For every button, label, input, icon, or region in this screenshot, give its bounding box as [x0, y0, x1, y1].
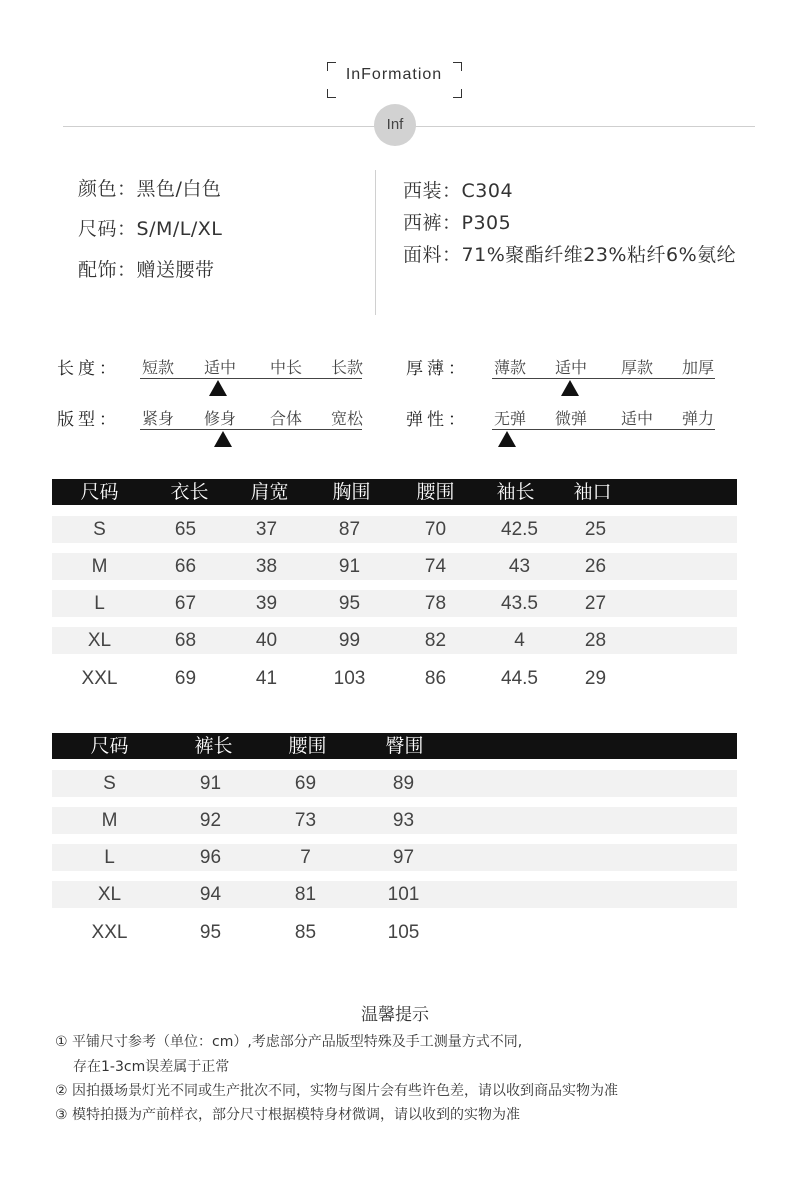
scale-length-option: 适中 — [203, 358, 236, 377]
table-cell: 44.5 — [501, 668, 538, 689]
jacket-header-cell: 胸围 — [332, 481, 371, 503]
jacket-header-cell: 衣长 — [170, 481, 209, 503]
table-cell: S — [103, 773, 116, 794]
scale-thickness-option: 薄款 — [493, 358, 526, 377]
scale-elasticity-option: 适中 — [620, 409, 653, 428]
scale-thickness-option: 加厚 — [681, 358, 714, 377]
table-cell: 69 — [174, 668, 197, 689]
table-cell: 73 — [294, 810, 317, 831]
jacket-header-cell: 袖长 — [496, 481, 535, 503]
pants-table-header — [52, 733, 737, 759]
table-cell: 95 — [199, 922, 222, 943]
table-cell: XXL — [91, 922, 128, 943]
scale-fit-line — [140, 429, 362, 430]
info-divider — [375, 170, 376, 315]
table-row — [52, 881, 737, 908]
table-cell: 99 — [338, 630, 361, 651]
scale-length-option: 中长 — [269, 358, 302, 377]
info-pants-value: P305 — [461, 212, 512, 234]
scale-length-option: 长款 — [330, 358, 363, 377]
jacket-header-cell: 腰围 — [416, 481, 455, 503]
table-cell: 40 — [255, 630, 278, 651]
table-cell: 81 — [294, 884, 317, 905]
scale-length-marker-icon — [209, 380, 227, 396]
table-row — [52, 553, 737, 580]
scale-fit-option: 修身 — [203, 409, 236, 428]
info-accessory — [78, 255, 215, 282]
scale-thickness-option: 厚款 — [620, 358, 653, 377]
pants-header-cell: 尺码 — [90, 735, 129, 757]
section-badge: Inf — [374, 104, 416, 146]
table-cell: 29 — [584, 668, 607, 689]
table-cell: 93 — [392, 810, 415, 831]
table-cell: 27 — [584, 593, 607, 614]
table-cell: 74 — [424, 556, 447, 577]
table-cell: L — [94, 593, 105, 614]
page-title: InFormation — [345, 66, 443, 83]
table-cell: 43 — [508, 556, 531, 577]
note-item: 存在1-3cm误差属于正常 — [73, 1059, 230, 1075]
info-jacket-label: 西装： — [403, 180, 462, 202]
table-cell: 87 — [338, 519, 361, 540]
info-pants-label: 西裤： — [403, 212, 462, 234]
table-cell: 91 — [338, 556, 361, 577]
table-cell: 97 — [392, 847, 415, 868]
info-fabric-label: 面料： — [403, 244, 462, 266]
table-cell: 101 — [387, 884, 420, 905]
scale-elasticity-line — [492, 429, 715, 430]
table-cell: 39 — [255, 593, 278, 614]
table-cell: 4 — [514, 630, 525, 651]
scale-elasticity-option: 无弹 — [493, 409, 526, 428]
info-color-value: 黑色/白色 — [136, 178, 222, 200]
info-accessory-label: 配饰： — [78, 259, 137, 281]
jacket-header-cell: 尺码 — [80, 481, 119, 503]
table-cell: 89 — [392, 773, 415, 794]
scale-fit-option: 合体 — [269, 409, 302, 428]
table-cell: 103 — [333, 668, 366, 689]
table-cell: 68 — [174, 630, 197, 651]
notes-title: 温馨提示 — [361, 1005, 429, 1025]
table-cell: M — [101, 810, 118, 831]
info-fabric-value: 71%聚酯纤维23%粘纤6%氨纶 — [461, 244, 737, 266]
table-cell: 86 — [424, 668, 447, 689]
table-cell: 65 — [174, 519, 197, 540]
scale-fit-option: 宽松 — [330, 409, 363, 428]
scale-length-line — [140, 378, 362, 379]
info-size-label: 尺码： — [78, 218, 137, 240]
table-cell: 69 — [294, 773, 317, 794]
table-cell: 25 — [584, 519, 607, 540]
info-pants — [403, 208, 511, 235]
table-cell: 42.5 — [501, 519, 538, 540]
scale-fit-marker-icon — [214, 431, 232, 447]
table-cell: 91 — [199, 773, 222, 794]
table-cell: 105 — [387, 922, 420, 943]
scale-fit-option: 紧身 — [141, 409, 174, 428]
pants-header-cell: 腰围 — [288, 735, 327, 757]
table-cell: XL — [97, 884, 122, 905]
table-cell: 78 — [424, 593, 447, 614]
info-size — [78, 214, 222, 241]
jacket-header-cell: 肩宽 — [250, 481, 289, 503]
scale-elasticity-label: 弹性： — [406, 410, 469, 430]
table-row — [52, 516, 737, 543]
scale-thickness-line — [492, 378, 715, 379]
scale-thickness-option: 适中 — [554, 358, 587, 377]
table-cell: 37 — [255, 519, 278, 540]
note-item: ② 因拍摄场景灯光不同或生产批次不同，实物与图片会有些许色差，请以收到商品实物为准 — [55, 1083, 618, 1099]
info-fabric — [403, 240, 736, 267]
table-cell: 67 — [174, 593, 197, 614]
table-row — [52, 627, 737, 654]
title-bracket-bottom-left — [327, 89, 336, 98]
table-cell: 70 — [424, 519, 447, 540]
info-jacket-value: C304 — [461, 180, 514, 202]
jacket-header-cell: 袖口 — [573, 481, 612, 503]
jacket-table-header — [52, 479, 737, 505]
scale-length-option: 短款 — [141, 358, 174, 377]
table-cell: 43.5 — [501, 593, 538, 614]
table-cell: M — [91, 556, 108, 577]
table-cell: XXL — [81, 668, 118, 689]
pants-header-cell: 臀围 — [385, 735, 424, 757]
info-color — [78, 174, 221, 201]
scale-elasticity-option: 微弹 — [554, 409, 587, 428]
table-row — [52, 844, 737, 871]
scale-length-label: 长度： — [57, 359, 120, 379]
table-cell: 95 — [338, 593, 361, 614]
note-item: ③ 模特拍摄为产前样衣，部分尺寸根据模特身材微调，请以收到的实物为准 — [55, 1107, 520, 1123]
table-cell: 41 — [255, 668, 278, 689]
scale-thickness-marker-icon — [561, 380, 579, 396]
table-cell: 96 — [199, 847, 222, 868]
scale-fit-label: 版型： — [57, 410, 120, 430]
title-bracket-bottom-right — [453, 89, 462, 98]
table-row — [52, 807, 737, 834]
info-color-label: 颜色： — [78, 178, 137, 200]
table-cell: 66 — [174, 556, 197, 577]
table-row — [52, 770, 737, 797]
scale-elasticity-marker-icon — [498, 431, 516, 447]
table-cell: XL — [87, 630, 112, 651]
table-cell: 92 — [199, 810, 222, 831]
table-cell: 28 — [584, 630, 607, 651]
table-row — [52, 665, 737, 692]
table-cell: 94 — [199, 884, 222, 905]
table-cell: 26 — [584, 556, 607, 577]
table-cell: L — [104, 847, 115, 868]
table-cell: 7 — [300, 847, 311, 868]
info-accessory-value: 赠送腰带 — [136, 259, 215, 281]
table-cell: S — [93, 519, 106, 540]
scale-elasticity-option: 弹力 — [681, 409, 714, 428]
table-row — [52, 919, 737, 946]
info-size-value: S/M/L/XL — [136, 218, 223, 240]
pants-header-cell: 裤长 — [194, 735, 233, 757]
table-cell: 85 — [294, 922, 317, 943]
scale-thickness-label: 厚薄： — [406, 359, 469, 379]
info-jacket — [403, 176, 513, 203]
table-cell: 38 — [255, 556, 278, 577]
table-row — [52, 590, 737, 617]
table-cell: 82 — [424, 630, 447, 651]
note-item: ① 平铺尺寸参考（单位：cm）,考虑部分产品版型特殊及手工测量方式不同, — [55, 1034, 523, 1050]
